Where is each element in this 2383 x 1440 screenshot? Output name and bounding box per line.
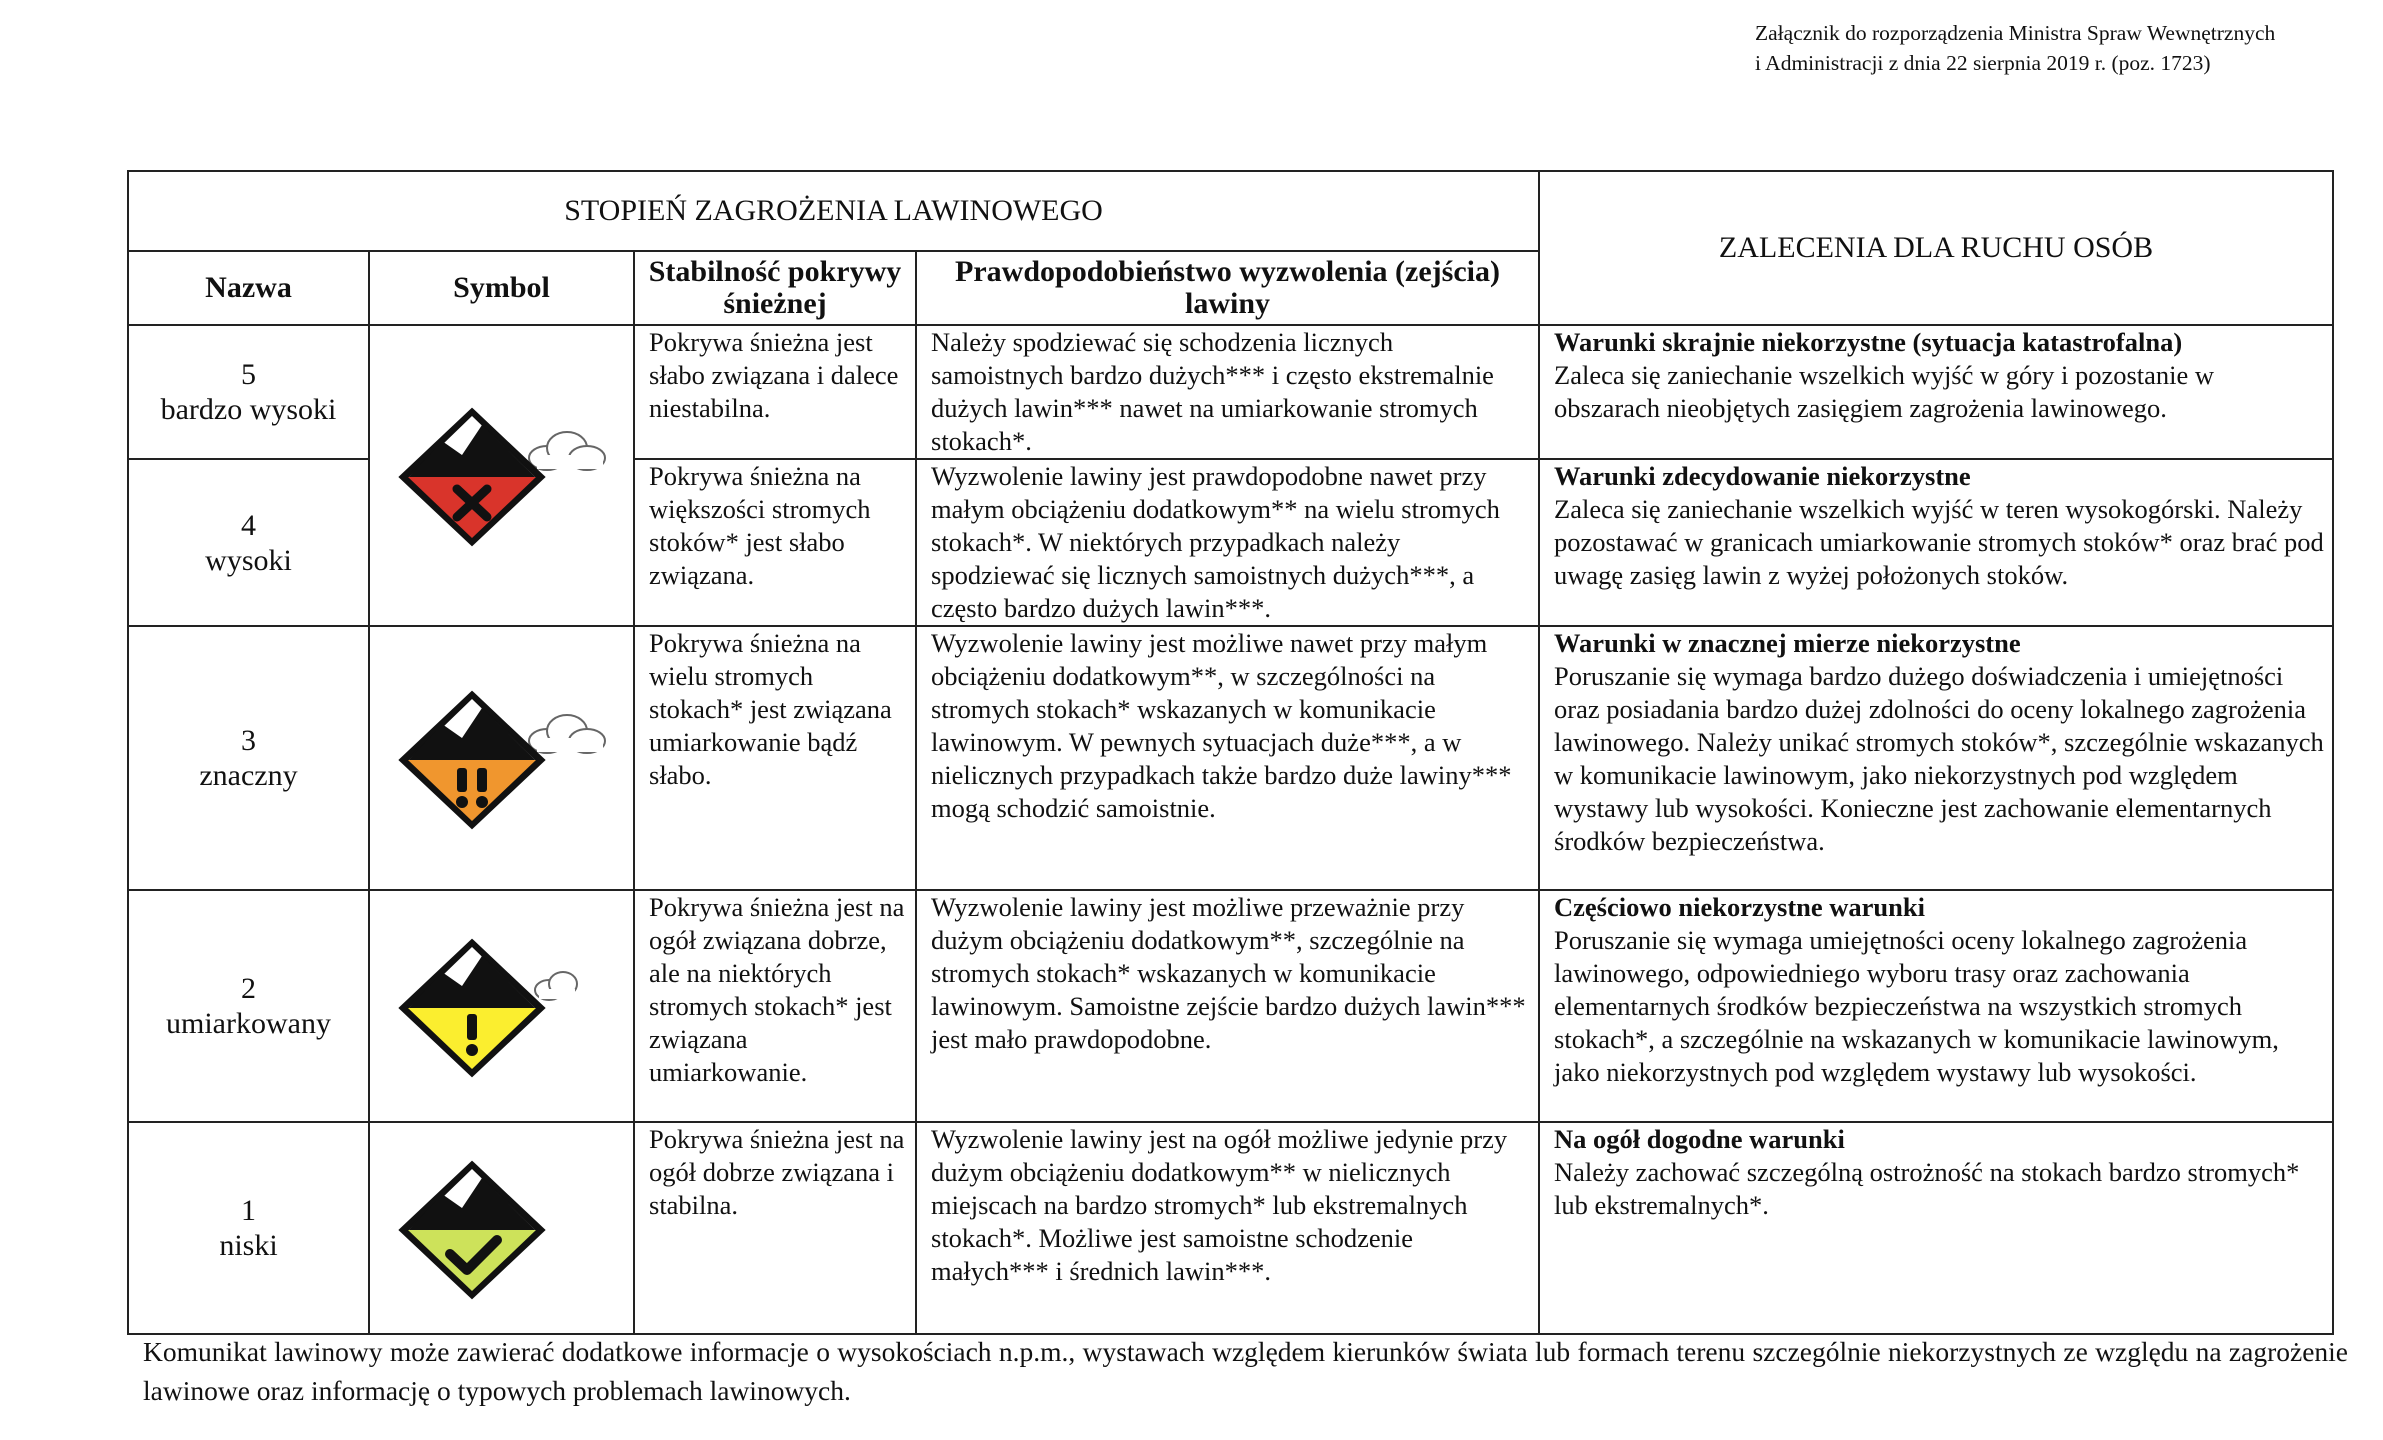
probability-cell: Wyzwolenie lawiny jest na ogół możliwe jedynie przy dużym obciążeniu dodatkowym** w nielicznych miejscach na bardzo stromych* lub ekstremalnych stokach*. Możliwe jest samoistne schodzenie małych*** i średnich lawin***. [916, 1122, 1539, 1334]
recommendation-title: Warunki zdecydowanie niekorzystne [1554, 461, 1971, 491]
probability-cell: Należy spodziewać się schodzenia licznych samoistnych bardzo dużych*** i często ekstremalnie dużych lawin*** nawet na umiarkowanie stromych stokach*. [916, 325, 1539, 459]
recommendation-text: Poruszanie się wymaga bardzo dużego doświadczenia i umiejętności oraz posiadania bardzo dużej zdolności do oceny lokalnego zagrożenia lawinowego. Należy unikać stromych stoków*, szczególnie wskazanych w komunikacie lawinowym, jako niekorzystnych pod względem wystawy lub wysokości. Konieczne jest zachowanie elementarnych środków bezpieczeństwa. [1554, 661, 2324, 856]
symbol-cell-moderate [369, 890, 634, 1122]
probability-cell: Wyzwolenie lawiny jest prawdopodobne nawet przy małym obciążeniu dodatkowym** na wielu stromych stokach*. W niektórych przypadkach należy spodziewać się licznych samoistnych dużych***, a często bardzo dużych lawin***. [916, 459, 1539, 626]
recommendation-text: Zaleca się zaniechanie wszelkich wyjść w góry i pozostanie w obszarach nieobjętych zasięgiem zagrożenia lawinowego. [1554, 360, 2215, 423]
symbol-cell-considerable [369, 626, 634, 890]
annex-note-line-2: i Administracji z dnia 22 sierpnia 2019 r. (poz. 1723) [1755, 51, 2211, 75]
recommendation-text: Należy zachować szczególną ostrożność na stokach bardzo stromych* lub ekstremalnych*. [1554, 1157, 2300, 1220]
danger-level-name: znaczny [199, 759, 298, 792]
column-header-probability: Prawdopodobieństwo wyzwolenia (zejścia) lawiny [916, 251, 1539, 325]
recommendation-text: Zaleca się zaniechanie wszelkich wyjść w teren wysokogórski. Należy pozostawać w granicach umiarkowanie stromych stoków* oraz brać pod uwagę zasięg lawin z wyżej położonych stoków. [1554, 494, 2324, 590]
column-header-name: Nazwa [128, 251, 369, 325]
recommendation-cell [1539, 626, 2333, 890]
danger-level-super-header: STOPIEŃ ZAGROŻENIA LAWINOWEGO [128, 171, 1539, 251]
recommendation-cell [1539, 325, 2333, 459]
recommendation-title: Warunki w znacznej mierze niekorzystne [1554, 628, 2021, 658]
danger-moderate-exclamation-icon [387, 934, 617, 1079]
danger-level-name: umiarkowany [166, 1007, 331, 1040]
stability-cell: Pokrywa śnieżna jest słabo związana i dalece niestabilna. [634, 325, 916, 459]
danger-low-check-icon [387, 1156, 617, 1301]
danger-level-number: 5 [241, 358, 256, 391]
danger-level-name-cell [128, 626, 369, 890]
cloud-icon [529, 432, 605, 470]
recommendation-cell [1539, 890, 2333, 1122]
table-row [128, 1122, 2333, 1334]
recommendation-cell [1539, 1122, 2333, 1334]
danger-level-name-cell [128, 1122, 369, 1334]
danger-level-number: 1 [241, 1194, 256, 1227]
recommendation-title: Na ogół dogodne warunki [1554, 1124, 1845, 1154]
cloud-icon [529, 715, 605, 753]
danger-level-name-cell [128, 890, 369, 1122]
regulation-annex-note [1755, 18, 2355, 78]
danger-level-name-cell [128, 459, 369, 626]
symbol-cell-high [369, 325, 634, 626]
danger-level-number: 4 [241, 508, 256, 542]
danger-high-x-icon [387, 403, 617, 548]
table-row [128, 626, 2333, 890]
recommendation-cell [1539, 459, 2333, 626]
danger-level-number: 2 [241, 972, 256, 1005]
column-header-stability: Stabilność pokrywy śnieżnej [634, 251, 916, 325]
danger-level-name-cell [128, 325, 369, 459]
danger-considerable-double-exclamation-icon [387, 686, 617, 831]
stability-cell: Pokrywa śnieżna na wielu stromych stokach* jest związana umiarkowanie bądź słabo. [634, 626, 916, 890]
stability-cell: Pokrywa śnieżna jest na ogół dobrze związana i stabilna. [634, 1122, 916, 1334]
danger-level-number: 3 [241, 724, 256, 757]
symbol-cell-low [369, 1122, 634, 1334]
danger-level-name: bardzo wysoki [160, 393, 337, 426]
danger-level-name: wysoki [205, 543, 292, 577]
probability-cell: Wyzwolenie lawiny jest możliwe przeważnie przy dużym obciążeniu dodatkowym**, szczególnie na stromych stokach* wskazanych w komunikacie lawinowym. Samoistne zejście bardzo dużych lawin*** jest mało prawdopodobne. [916, 890, 1539, 1122]
recommendation-title: Warunki skrajnie niekorzystne (sytuacja katastrofalna) [1554, 327, 2183, 357]
footer-note: Komunikat lawinowy może zawierać dodatkowe informacje o wysokościach n.p.m., wystawach względem kierunków świata lub formach terenu szczególnie niekorzystnych ze względu na zagrożenie lawinowe oraz informację o typowych problemach lawinowych. [143, 1336, 2348, 1406]
recommendation-title: Częściowo niekorzystne warunki [1554, 892, 1925, 922]
annex-note-line-1: Załącznik do rozporządzenia Ministra Spraw Wewnętrznych [1755, 21, 2276, 45]
stability-cell: Pokrywa śnieżna jest na ogół związana dobrze, ale na niektórych stromych stokach* jest związana umiarkowanie. [634, 890, 916, 1122]
column-header-symbol: Symbol [369, 251, 634, 325]
probability-cell: Wyzwolenie lawiny jest możliwe nawet przy małym obciążeniu dodatkowym**, w szczególności na stromych stokach* wskazanych w komunikacie lawinowym. W pewnych sytuacjach duże***, a w nielicznych przypadkach także bardzo duże lawiny*** mogą schodzić samoistnie. [916, 626, 1539, 890]
danger-level-name: niski [219, 1229, 278, 1262]
table-row [128, 325, 2333, 459]
recommendations-header: ZALECENIA DLA RUCHU OSÓB [1539, 171, 2333, 325]
stability-cell: Pokrywa śnieżna na większości stromych stoków* jest słabo związana. [634, 459, 916, 626]
avalanche-danger-table [127, 170, 2334, 1335]
table-row [128, 890, 2333, 1122]
recommendation-text: Poruszanie się wymaga umiejętności oceny lokalnego zagrożenia lawinowego, odpowiedniego wyboru trasy oraz zachowania elementarnych środków bezpieczeństwa na wszystkich stromych stokach*, a szczególnie na wskazanych w komunikacie lawinowym, jako niekorzystnych pod względem wystawy lub wysokości. [1554, 925, 2279, 1087]
cloud-icon [535, 972, 577, 1000]
